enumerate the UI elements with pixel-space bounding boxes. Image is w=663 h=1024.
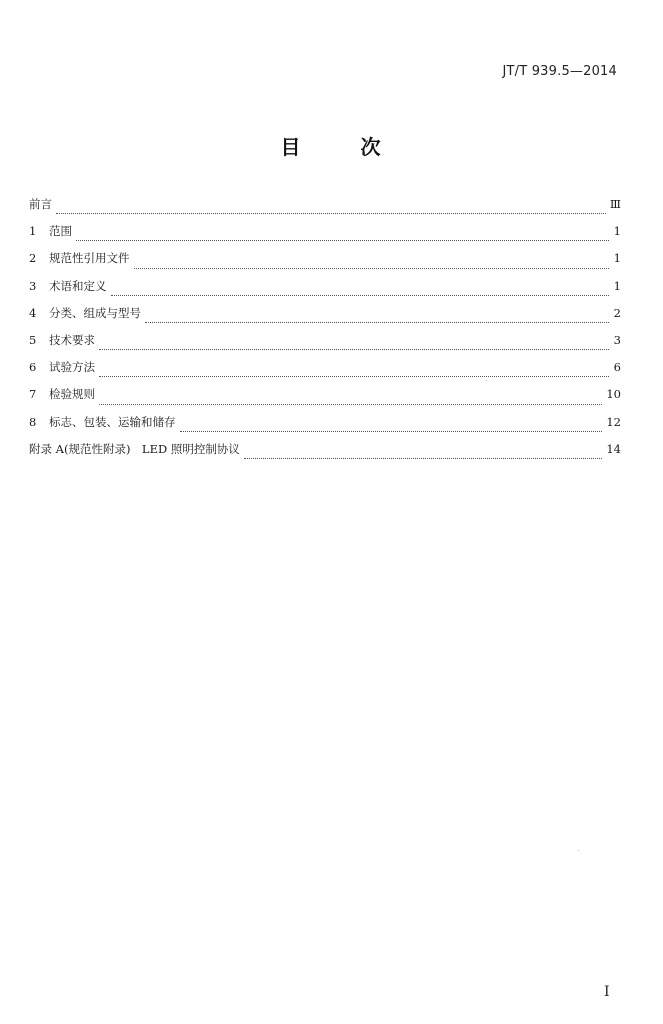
toc-entry-annex-a[interactable] <box>29 441 621 468</box>
toc-entry-label: 分类、组成与型号 <box>49 305 141 320</box>
toc-entry-number: 6 <box>29 360 37 375</box>
table-of-contents <box>29 196 621 468</box>
toc-entry-scope[interactable] <box>29 223 621 250</box>
toc-entry-terms-definitions[interactable] <box>29 278 621 305</box>
toc-entry-label: 技术要求 <box>49 332 95 347</box>
toc-entry-page: Ⅲ <box>609 197 621 211</box>
toc-heading-char-2: 次 <box>360 135 383 159</box>
toc-entry-label: 范围 <box>49 224 72 239</box>
toc-leader-dots <box>134 268 610 269</box>
toc-entry-technical-requirements[interactable] <box>29 332 621 359</box>
toc-leader-dots <box>111 295 610 296</box>
toc-entry-page: 14 <box>606 441 621 456</box>
toc-entry-label: 附录 A(规范性附录) LED 照明控制协议 <box>29 441 240 456</box>
toc-leader-dots <box>56 213 606 214</box>
toc-heading-char-1: 目 <box>280 135 303 159</box>
toc-leader-dots <box>244 458 603 459</box>
toc-entry-test-methods[interactable] <box>29 359 621 386</box>
toc-leader-dots <box>76 240 609 241</box>
toc-leader-dots <box>145 322 609 323</box>
toc-entry-page: 10 <box>606 387 621 402</box>
toc-entry-number: 7 <box>29 387 37 402</box>
toc-entry-page: 3 <box>613 332 621 347</box>
toc-entry-marking-packaging[interactable] <box>29 414 621 441</box>
toc-entry-label: 规范性引用文件 <box>49 251 130 266</box>
toc-entry-label: 标志、包装、运输和储存 <box>49 414 176 429</box>
toc-leader-dots <box>99 404 602 405</box>
toc-entry-foreword[interactable] <box>29 196 621 223</box>
toc-entry-normative-references[interactable] <box>29 250 621 277</box>
toc-entry-number: 2 <box>29 251 37 266</box>
toc-entry-number: 1 <box>29 224 37 239</box>
toc-entry-number: 8 <box>29 414 37 429</box>
toc-entry-number: 3 <box>29 278 37 293</box>
toc-leader-dots <box>180 431 603 432</box>
toc-entry-page: 1 <box>613 278 621 293</box>
toc-leader-dots <box>99 349 609 350</box>
toc-entry-classification[interactable] <box>29 305 621 332</box>
toc-entry-number: 4 <box>29 305 37 320</box>
toc-entry-page: 12 <box>606 414 621 429</box>
toc-entry-page: 1 <box>613 224 621 239</box>
toc-leader-dots <box>99 376 609 377</box>
toc-entry-page: 6 <box>613 360 621 375</box>
page-number: I <box>604 984 610 1000</box>
toc-heading <box>0 131 663 160</box>
toc-entry-label: 检验规则 <box>49 387 95 402</box>
scan-speck <box>578 850 579 851</box>
scan-speck <box>486 380 487 381</box>
standard-code: JT/T 939.5—2014 <box>502 64 617 79</box>
toc-entry-label: 试验方法 <box>49 360 95 375</box>
toc-entry-label: 前言 <box>29 197 52 211</box>
toc-entry-inspection-rules[interactable] <box>29 386 621 413</box>
toc-entry-page: 2 <box>613 305 621 320</box>
toc-entry-number: 5 <box>29 332 37 347</box>
toc-entry-label: 术语和定义 <box>49 278 107 293</box>
toc-entry-page: 1 <box>613 251 621 266</box>
